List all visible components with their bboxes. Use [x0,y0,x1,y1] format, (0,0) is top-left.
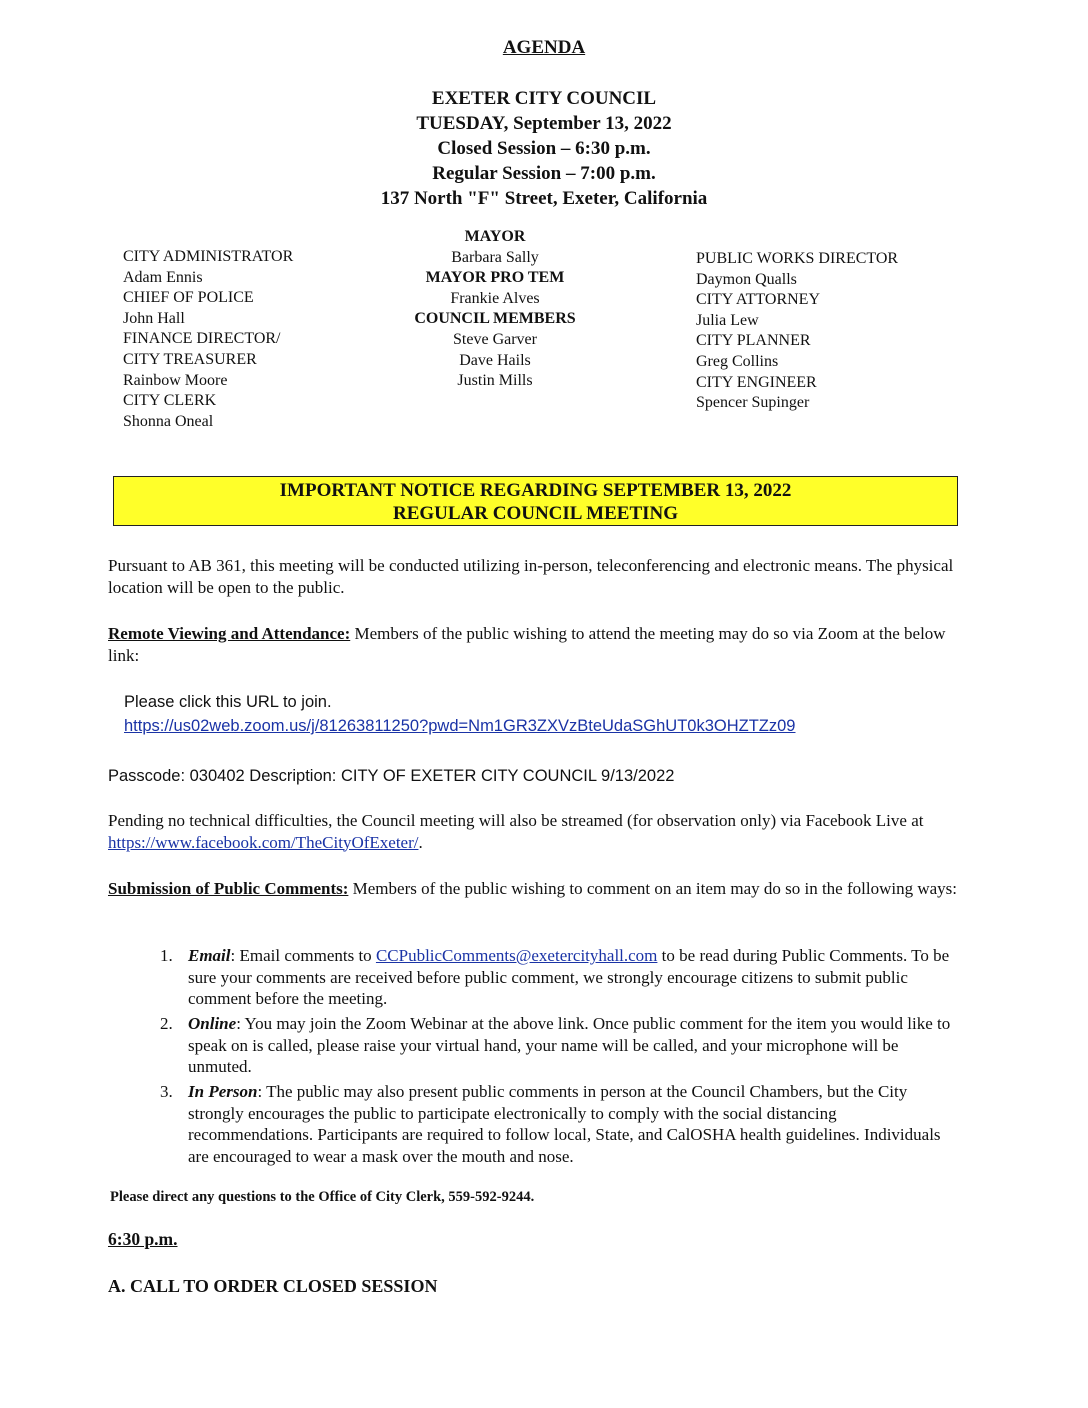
public-comments-paragraph [108,878,958,900]
method-label: Email [188,946,231,965]
staff-right-column [696,249,898,414]
council-member-name: Dave Hails [459,351,531,369]
facebook-paragraph [108,810,958,853]
staff-right-line: Spencer Supinger [696,394,810,412]
remote-viewing-heading: Remote Viewing and Attendance: [108,624,351,643]
council-name: EXETER CITY COUNCIL [431,88,657,109]
meeting-date: TUESDAY, September 13, 2022 [416,113,672,134]
staff-right-line: CITY PLANNER [696,332,811,350]
method-label: Online [188,1014,237,1033]
mayor-label: MAYOR [464,228,526,245]
method-label: In Person [188,1082,258,1101]
mayor-pro-tem-label: MAYOR PRO TEM [425,269,565,287]
list-number: 2. [160,1014,173,1033]
zoom-link[interactable]: https://us02web.zoom.us/j/81263811250?pwd=Nm1GR3ZXVzBteUdaSGhUT0k3OHZTZz09 [124,717,796,735]
staff-left-line: CITY CLERK [123,392,217,410]
staff-left-line: Adam Ennis [123,268,203,286]
staff-right-line: CITY ATTORNEY [696,291,820,309]
staff-right-line: Greg Collins [696,352,779,370]
list-number: 3. [160,1082,173,1101]
email-link[interactable]: CCPublicComments@exetercityhall.com [375,946,658,965]
method-text: : Email comments to [230,946,376,965]
remote-viewing-text: Members of the public wishing to attend the meeting may do so via Zoom at the below link: [108,624,946,665]
facebook-link[interactable]: https://www.facebook.com/TheCityOfExeter/ [108,832,419,852]
mayor-pro-tem-name: Frankie Alves [450,289,540,307]
mayor-name: Barbara Sally [451,248,539,266]
staff-left-line: CHIEF OF POLICE [123,289,254,307]
council-members-label: COUNCIL MEMBERS [414,310,576,328]
important-notice-box [113,476,958,526]
notice-line-1: IMPORTANT NOTICE REGARDING SEPTEMBER 13, 2022 [279,480,792,501]
staff-right-line: CITY ENGINEER [696,373,817,391]
council-member-name: Justin Mills [457,372,533,390]
council-member-name: Steve Garver [453,330,537,348]
staff-left-column [123,247,293,432]
public-comments-text: Members of the public wishing to comment on an item may do so in the following ways: [348,879,957,898]
zoom-prompt: Please click this URL to join. [124,693,332,711]
public-comments-heading: Submission of Public Comments: [108,879,349,898]
list-number: 1. [160,946,173,965]
staff-right-line: PUBLIC WORKS DIRECTOR [696,250,899,267]
session-time: 6:30 p.m. [108,1229,178,1249]
intro-paragraph: Pursuant to AB 361, this meeting will be conducted utilizing in-person, teleconferencing and electronic means. The physical location will be open to the public. [108,556,954,597]
remote-viewing-paragraph [108,623,958,666]
method-text-continued: to be read during Public Comments. To be sure your comments are received before public comment, we strongly encourage citizens to submit public comment before the meeting. [188,946,950,1008]
staff-left-line: Rainbow Moore [123,371,228,389]
agenda-title: AGENDA [502,37,586,58]
staff-left-line: FINANCE DIRECTOR/ [123,330,281,348]
staff-left-line: CITY TREASURER [123,350,257,368]
facebook-text: Pending no technical difficulties, the Council meeting will also be streamed (for observation only) via Facebook Live at [108,811,924,830]
closed-session-time: Closed Session – 6:30 p.m. [437,138,651,159]
zoom-passcode: Passcode: 030402 Description: CITY OF EXETER CITY COUNCIL 9/13/2022 [108,767,675,785]
method-text: : The public may also present public comments in person at the Council Chambers, but the City strongly encourages the public to participate electronically to comply with the social distancing recommendations. Participants are required to follow local, State, and CalOSHA health guidelines. Individuals are encouraged to wear a mask over the mouth and nose. [188,1082,941,1166]
staff-right-line: Daymon Qualls [696,270,797,288]
staff-left-line: Shonna Oneal [123,412,214,430]
notice-line-2: REGULAR COUNCIL MEETING [392,503,679,524]
questions-note: Please direct any questions to the Office of City Clerk, 559-592-9244. [110,1189,535,1205]
council-column [380,227,610,392]
method-text: : You may join the Zoom Webinar at the above link. Once public comment for the item you would like to speak on is called, please raise your virtual hand, your name will be called, and your microphone will be unmuted. [188,1014,951,1076]
staff-left-line: CITY ADMINISTRATOR [123,248,294,265]
staff-left-line: John Hall [123,309,185,327]
facebook-period: . [418,832,423,852]
staff-right-line: Julia Lew [696,311,759,329]
regular-session-time: Regular Session – 7:00 p.m. [432,163,656,184]
meeting-address: 137 North "F" Street, Exeter, California [380,188,708,209]
agenda-item-a: A. CALL TO ORDER CLOSED SESSION [108,1276,438,1296]
